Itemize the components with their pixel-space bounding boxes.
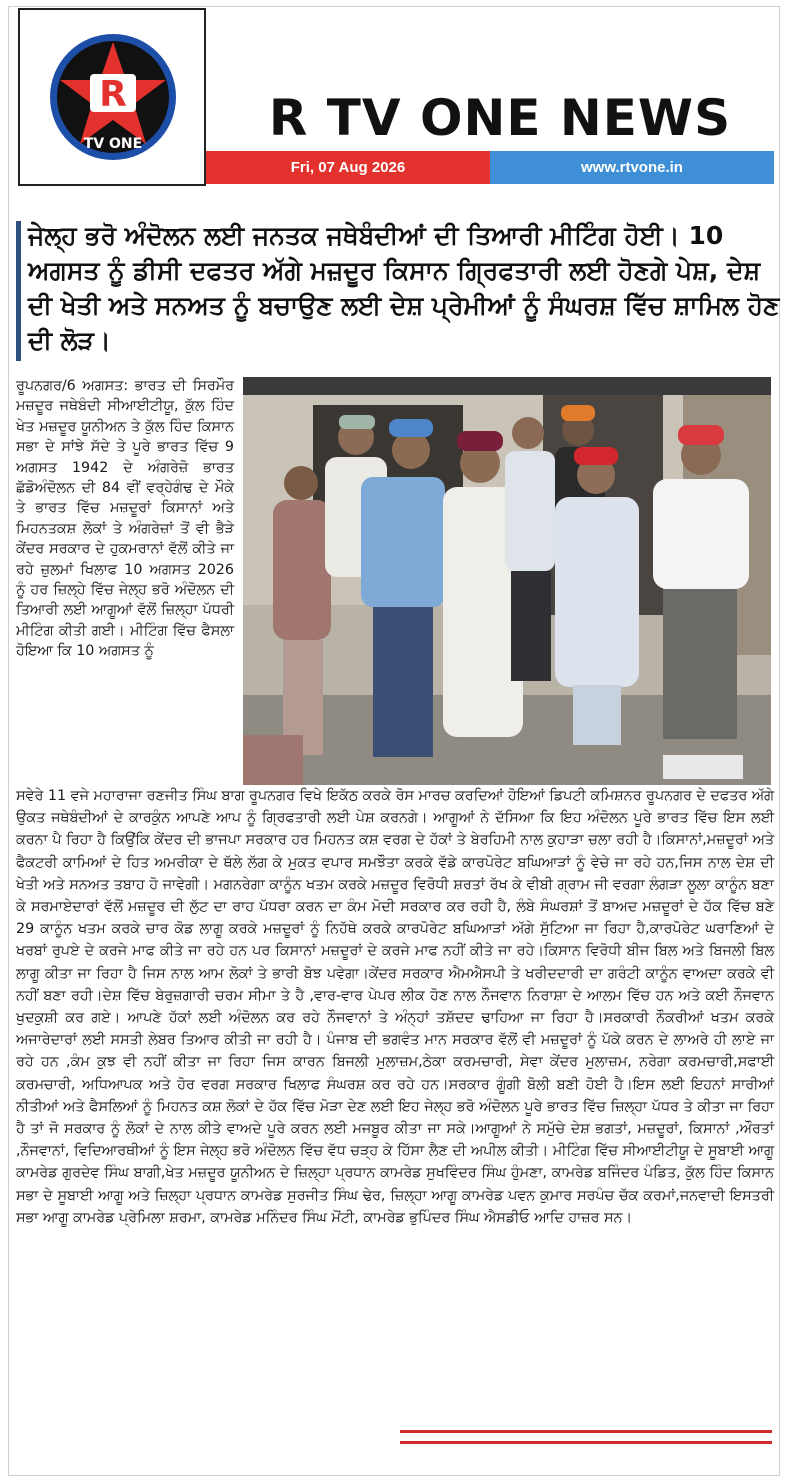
website-link[interactable]: www.rtvone.in bbox=[490, 151, 774, 184]
article-photo bbox=[243, 395, 771, 785]
group-photo-illustration bbox=[243, 395, 771, 785]
footer-rule-bottom bbox=[400, 1441, 772, 1444]
date-bar: Fri, 07 Aug 2026 bbox=[206, 151, 490, 184]
logo-text: TV ONE bbox=[83, 136, 143, 152]
rtv-logo bbox=[48, 32, 178, 162]
headline-accent-bar bbox=[16, 221, 21, 361]
masthead-logo-box bbox=[18, 8, 206, 186]
logo-letter: R bbox=[99, 74, 127, 115]
brand-title: R TV ONE NEWS bbox=[268, 89, 732, 147]
photo-top-rule bbox=[243, 377, 771, 395]
article-body-column: ਰੂਪਨਗਰ/6 ਅਗਸਤ: ਭਾਰਤ ਦੀ ਸਿਰਮੌਰ ਮਜ਼ਦੂਰ ਜਥੇਬੰਦੀ ਸੀਆਈਟੀਯੂ, ਕੁੱਲ ਹਿੰਦ ਖੇਤ ਮਜ਼ਦੂਰ ਯੂਨੀਅਨ ਤੇ ਕੁੱਲ ਹਿੰਦ ਕਿਸਾਨ ਸਭਾ ਦੇ ਸਾਂਝੇ ਸੱਦੇ ਤੇ ਪੂਰੇ ਭਾਰਤ ਵਿੱਚ 9 ਅਗਸਤ 1942 ਦੇ ਅੰਗਰੇਜ਼ੋ ਭਾਰਤ ਛੱਡੋਅੰਦੋਲਨ ਦੀ 84 ਵੀਂ ਵਰ੍ਹੇਗੰਢ ਦੇ ਮੌਕੇ ਤੇ ਭਾਰਤ ਵਿੱਚ ਮਜ਼ਦੂਰਾਂ ਕਿਸਾਨਾਂ ਅਤੇ ਮਿਹਨਤਕਸ਼ ਲੋਕਾਂ ਤੇ ਅੰਗਰੇਜ਼ਾਂ ਤੋਂ ਵੀ ਭੈੜੇ ਕੇਂਦਰ ਸਰਕਾਰ ਦੇ ਹੁਕਮਰਾਨਾਂ ਵੱਲੋਂ ਕੀਤੇ ਜਾ ਰਹੇ ਜ਼ੁਲਮਾਂ ਖਿਲਾਫ 10 ਅਗਸਤ 2026 ਨੂੰ ਹਰ ਜ਼ਿਲ੍ਹੇ ਵਿੱਚ ਜੇਲ੍ਹ ਭਰੋ ਅੰਦੋਲਨ ਦੀ ਤਿਆਰੀ ਲਈ ਆਗੂਆਂ ਵੱਲੋਂ ਜ਼ਿਲ੍ਹਾ ਪੱਧਰੀ ਮੀਟਿੰਗ ਕੀਤੀ ਗਈ। ਮੀਟਿੰਗ ਵਿੱਚ ਫੈਸਲਾ ਹੋਇਆ ਕਿ 10 ਅਗਸਤ ਨੂੰ bbox=[16, 378, 234, 660]
article-headline: ਜੇਲ੍ਹ ਭਰੋ ਅੰਦੋਲਨ ਲਈ ਜਨਤਕ ਜਥੇਬੰਦੀਆਂ ਦੀ ਤਿਆਰੀ ਮੀਟਿੰਗ ਹੋਈ। 10 ਅਗਸਤ ਨੂੰ ਡੀਸੀ ਦਫਤਰ ਅੱਗੇ ਮਜ਼ਦੂਰ ਕਿਸਾਨ ਗ੍ਰਿਫਤਾਰੀ ਲਈ ਹੋਣਗੇ ਪੇਸ਼, ਦੇਸ਼ ਦੀ ਖੇਤੀ ਅਤੇ ਸਨਅਤ ਨੂੰ ਬਚਾਉਣ ਲਈ ਦੇਸ਼ ਪ੍ਰੇਮੀਆਂ ਨੂੰ ਸੰਘਰਸ਼ ਵਿੱਚ ਸ਼ਾਮਿਲ ਹੋਣ ਦੀ ਲੋੜ। bbox=[28, 221, 780, 355]
article-body-continued: ਸਵੇਰੇ 11 ਵਜੇ ਮਹਾਰਾਜਾ ਰਣਜੀਤ ਸਿੰਘ ਬਾਗ ਰੂਪਨਗਰ ਵਿਖੇ ਇਕੱਠ ਕਰਕੇ ਰੋਸ ਮਾਰਚ ਕਰਦਿਆਂ ਹੋਇਆਂ ਡਿਪਟੀ ਕਮਿਸ਼ਨਰ ਰੂਪਨਗਰ ਦੇ ਦਫਤਰ ਅੱਗੇ ਉਕਤ ਜਥੇਬੰਦੀਆਂ ਦੇ ਕਾਰਕੁੰਨ ਆਪਣੇ ਆਪ ਨੂੰ ਗ੍ਰਿਫਤਾਰੀ ਲਈ ਪੇਸ਼ ਕਰਨਗੇ। ਆਗੂਆਂ ਨੇ ਦੱਸਿਆ ਕਿ ਇਹ ਅੰਦੋਲਨ ਪੂਰੇ ਭਾਰਤ ਵਿੱਚ ਇਸ ਲਈ ਕਰਨਾ ਪੈ ਰਿਹਾ ਹੈ ਕਿਉਂਕਿ ਕੇਂਦਰ ਦੀ ਭਾਜਪਾ ਸਰਕਾਰ ਹਰ ਮਿਹਨਤ ਕਸ਼ ਵਰਗ ਦੇ ਹੱਕਾਂ ਤੇ ਬੇਰਹਿਮੀ ਨਾਲ ਕੁਹਾੜਾ ਚਲਾ ਰਹੀ ਹੈ।ਕਿਸਾਨਾਂ,ਮਜ਼ਦੂਰਾਂ ਅਤੇ ਫੈਕਟਰੀ ਕਾਮਿਆਂ ਦੇ ਹਿਤ ਅਮਰੀਕਾ ਦੇ ਥੱਲੇ ਲੱਗ ਕੇ ਮੁਕਤ ਵਪਾਰ ਸਮਝੌਤਾ ਕਰਕੇ ਵੱਡੇ ਕਾਰਪੋਰੇਟ ਬਘਿਆੜਾਂ ਨੂੰ ਵੇਚੇ ਜਾ ਰਹੇ ਹਨ,ਜਿਸ ਨਾਲ ਦੇਸ਼ ਦੀ ਖੇਤੀ ਅਤੇ ਸਨਅਤ ਤਬਾਹ ਹੋ ਜਾਵੇਗੀ। ਮਗਨਰੇਗਾ ਕਾਨੂੰਨ ਖਤਮ ਕਰਕੇ ਮਜ਼ਦੂਰ ਵਿਰੋਧੀ ਸ਼ਰਤਾਂ ਰੱਖ ਕੇ ਵੀਬੀ ਗ੍ਰਾਮ ਜੀ ਵਰਗਾ ਲੰਗੜਾ ਲੂਲਾ ਕਾਨੂੰਨ ਬਣਾ ਕੇ ਸਰਮਾਏਦਾਰਾਂ ਵੱਲੋਂ ਮਜ਼ਦੂਰ ਦੀ ਲੁੱਟ ਦਾ ਰਾਹ ਪੱਧਰਾ ਕਰਨ ਦਾ ਕੰਮ ਮੋਦੀ ਸਰਕਾਰ ਕਰ ਰਹੀ ਹੈ, ਲੰਬੇ ਸੰਘਰਸ਼ਾਂ ਤੋਂ ਬਾਅਦ ਮਜ਼ਦੂਰਾਂ ਦੇ ਹੱਕ ਵਿੱਚ ਬਣੇ 29 ਕਾਨੂੰਨ ਖਤਮ ਕਰਕੇ ਚਾਰ ਕੋਡ ਲਾਗੂ ਕਰਕੇ ਮਜ਼ਦੂਰਾਂ ਨੂੰ ਨਿਹੱਥੇ ਕਰਕੇ ਕਾਰਪੋਰੇਟ ਬਘਿਆੜਾਂ ਅੱਗੇ ਸੁੱਟਿਆ ਜਾ ਰਿਹਾ ਹੈ,ਕਾਰਪੋਰੇਟ ਘਰਾਣਿਆਂ ਦੇ ਖਰਬਾਂ ਰੁਪਏ ਦੇ ਕਰਜੇ ਮਾਫ ਕੀਤੇ ਜਾ ਰਹੇ ਹਨ ਪਰ ਕਿਸਾਨਾਂ ਮਜ਼ਦੂਰਾਂ ਦੇ ਕਰਜੇ ਮਾਫ ਨਹੀਂ ਕੀਤੇ ਜਾ ਰਹੇ।ਕਿਸਾਨ ਵਿਰੋਧੀ ਬੀਜ ਬਿਲ ਅਤੇ ਬਿਜਲੀ ਬਿਲ ਲਾਗੂ ਕੀਤਾ ਜਾ ਰਿਹਾ ਹੈ ਜਿਸ ਨਾਲ ਆਮ ਲੋਕਾਂ ਤੇ ਭਾਰੀ ਬੋਝ ਪਵੇਗਾ।ਕੇਂਦਰ ਸਰਕਾਰ ਐਮਐਸਪੀ ਤੇ ਖਰੀਦਦਾਰੀ ਦਾ ਗਰੰਟੀ ਕਾਨੂੰਨ ਵਾਅਦਾ ਕਰਕੇ ਵੀ ਨਹੀਂ ਬਣਾ ਰਹੀ।ਦੇਸ਼ ਵਿੱਚ ਬੇਰੁਜ਼ਗਾਰੀ ਚਰਮ ਸੀਮਾ ਤੇ ਹੈ ,ਵਾਰ-ਵਾਰ ਪੇਪਰ ਲੀਕ ਹੋਣ ਨਾਲ ਨੌਜਵਾਨ ਨਿਰਾਸ਼ਾ ਦੇ ਆਲਮ ਵਿੱਚ ਹਨ ਅਤੇ ਕਈ ਨੌਜਵਾਨ ਖੁਦਕੁਸ਼ੀ ਕਰ ਗਏ। ਆਪਣੇ ਹੱਕਾਂ ਲਈ ਅੰਦੋਲਨ ਕਰ ਰਹੇ ਨੌਜਵਾਨਾਂ ਤੇ ਅੰਨ੍ਹਾਂ ਤਸ਼ੱਦਦ ਢਾਹਿਆ ਜਾ ਰਿਹਾ ਹੈ।ਸਰਕਾਰੀ ਨੌਕਰੀਆਂ ਖਤਮ ਕਰਕੇ ਅਜਾਰੇਦਾਰਾਂ ਲਈ ਸਸਤੀ ਲੇਬਰ ਤਿਆਰ ਕੀਤੀ ਜਾ ਰਹੀ ਹੈ। ਪੰਜਾਬ ਦੀ ਭਗਵੰਤ ਮਾਨ ਸਰਕਾਰ ਵੱਲੋਂ ਵੀ ਮਜ਼ਦੂਰਾਂ ਨੂੰ ਪੱਕੇ ਕਰਨ ਦੇ ਲਾਅਰੇ ਹੀ ਲਾਏ ਜਾ ਰਹੇ ਹਨ ,ਕੰਮ ਕੁਝ ਵੀ ਨਹੀਂ ਕੀਤਾ ਜਾ ਰਿਹਾ ਜਿਸ ਕਾਰਨ ਬਿਜਲੀ ਮੁਲਾਜ਼ਮ,ਠੇਕਾ ਕਰਮਚਾਰੀ, ਸੇਵਾ ਕੇਂਦਰ ਮੁਲਾਜ਼ਮ, ਨਰੇਗਾ ਕਰਮਚਾਰੀ,ਸਫਾਈ ਕਰਮਚਾਰੀ, ਅਧਿਆਪਕ ਅਤੇ ਹੋਰ ਵਰਗ ਸਰਕਾਰ ਖਿਲਾਫ ਸੰਘਰਸ਼ ਕਰ ਰਹੇ ਹਨ।ਸਰਕਾਰ ਗੂੰਗੀ ਬੋਲੀ ਬਣੀ ਹੋਈ ਹੈ।ਇਸ ਲਈ ਇਹਨਾਂ ਸਾਰੀਆਂ ਨੀਤੀਆਂ ਅਤੇ ਫੈਸਲਿਆਂ ਨੂੰ ਮਿਹਨਤ ਕਸ਼ ਲੋਕਾਂ ਦੇ ਹੱਕ ਵਿੱਚ ਮੋੜਾ ਦੇਣ ਲਈ ਇਹ ਜੇਲ੍ਹ ਭਰੋ ਅੰਦੋਲਨ ਪੂਰੇ ਭਾਰਤ ਵਿੱਚ ਜ਼ਿਲ੍ਹਾ ਪੱਧਰ ਤੇ ਕੀਤਾ ਜਾ ਰਿਹਾ ਹੈ ਤਾਂ ਜੋ ਸਰਕਾਰ ਨੂੰ ਲੋਕਾਂ ਦੇ ਨਾਲ ਕੀਤੇ ਵਾਅਦੇ ਪੂਰੇ ਕਰਨ ਲਈ ਮਜਬੂਰ ਕੀਤਾ ਜਾ ਸਕੇ।ਆਗੂਆਂ ਨੇ ਸਮੁੱਚੇ ਦੇਸ਼ ਭਗਤਾਂ, ਮਜ਼ਦੂਰਾਂ, ਕਿਸਾਨਾਂ ,ਔਰਤਾਂ ,ਨੌਜਵਾਨਾਂ, ਵਿਦਿਆਰਥੀਆਂ ਨੂੰ ਇਸ ਜੇਲ੍ਹ ਭਰੋ ਅੰਦੋਲਨ ਵਿੱਚ ਵੱਧ ਚੜ੍ਹ ਕੇ ਹਿੱਸਾ ਲੈਣ ਦੀ ਅਪੀਲ ਕੀਤੀ। ਮੀਟਿੰਗ ਵਿੱਚ ਸੀਆਈਟੀਯੂ ਦੇ ਸੂਬਾਈ ਆਗੂ ਕਾਮਰੇਡ ਗੁਰਦੇਵ ਸਿੰਘ ਬਾਗੀ,ਖੇਤ ਮਜ਼ਦੂਰ ਯੂਨੀਅਨ ਦੇ ਜ਼ਿਲ੍ਹਾ ਪ੍ਰਧਾਨ ਕਾਮਰੇਡ ਸੁਖਵਿੰਦਰ ਸਿੰਘ ਹੁੰਮਣਾ, ਕਾਮਰੇਡ ਬਜਿੰਦਰ ਪੰਡਿਤ, ਕੁੱਲ ਹਿੰਦ ਕਿਸਾਨ ਸਭਾ ਦੇ ਸੂਬਾਈ ਆਗੂ ਅਤੇ ਜ਼ਿਲ੍ਹਾ ਪ੍ਰਧਾਨ ਕਾਮਰੇਡ ਸੁਰਜੀਤ ਸਿੰਘ ਢੇਰ, ਜ਼ਿਲ੍ਹਾ ਆਗੂ ਕਾਮਰੇਡ ਪਵਨ ਕੁਮਾਰ ਸਰਪੰਚ ਚੱਕ ਕਰਮਾਂ,ਜਨਵਾਦੀ ਇਸਤਰੀ ਸਭਾ ਆਗੂ ਕਾਮਰੇਡ ਪ੍ਰੇਮਿਲਾ ਸ਼ਰਮਾ, ਕਾਮਰੇਡ ਮਨਿੰਦਰ ਸਿੰਘ ਮੋਂਟੀ, ਕਾਮਰੇਡ ਭੁਪਿੰਦਰ ਸਿੰਘ ਐਸਡੀਓ ਆਦਿ ਹਾਜ਼ਰ ਸਨ। bbox=[16, 788, 774, 1226]
footer-rule-top bbox=[400, 1430, 772, 1433]
